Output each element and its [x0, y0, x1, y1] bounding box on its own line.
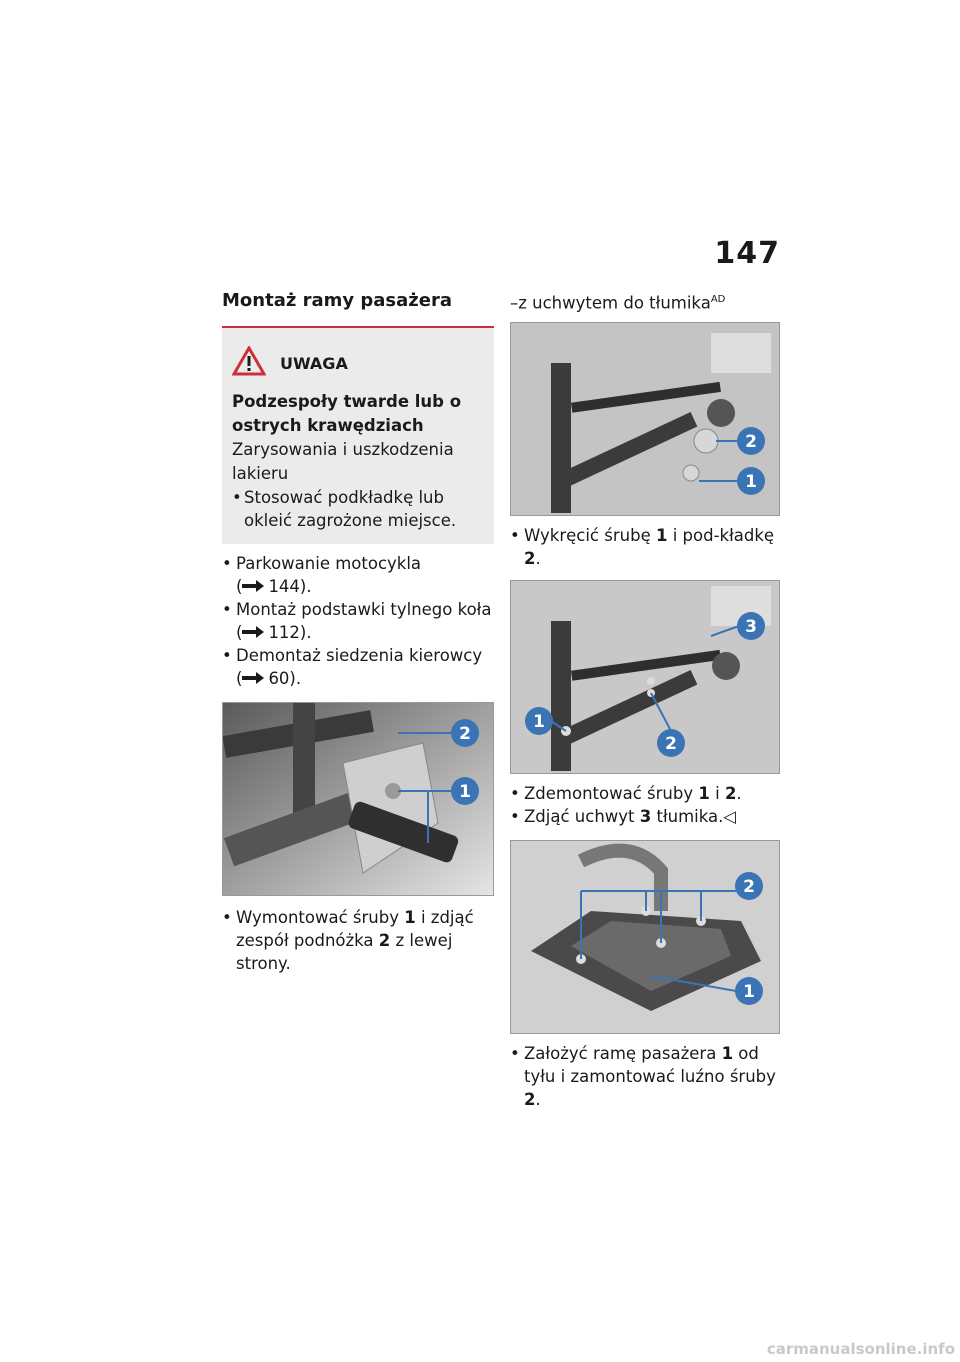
ref-number: 3 [639, 806, 652, 826]
ref-number: 2 [724, 783, 737, 803]
page-ref[interactable]: 60). [268, 669, 302, 688]
callout-1: 1 [745, 471, 757, 492]
text: i zdjąć zespół podnóżka [236, 908, 474, 950]
left-column [222, 288, 494, 975]
ref-number: 2 [378, 931, 391, 950]
text: Założyć ramę pasażera [524, 1043, 722, 1063]
variant-text: –z uchwytem do tłumika [510, 293, 711, 313]
warning-bullet-text: Stosować podkładkę lub okleić zagrożone miejsce. [244, 488, 457, 530]
page-ref[interactable]: 144). [268, 577, 312, 596]
callout-3: 3 [745, 616, 757, 637]
footrest-figure [222, 702, 494, 896]
variant-superscript: AD [710, 294, 726, 305]
text: . [535, 1089, 541, 1109]
callout-2: 2 [743, 876, 755, 897]
step-seat: • Demontaż siedzenia kierowcy ( 60). [222, 644, 494, 690]
variant-line [510, 288, 782, 316]
warning-bullet [232, 486, 484, 532]
page-ref[interactable]: 112). [268, 623, 312, 642]
step-fit-rack [510, 1042, 782, 1111]
text: z lewej strony. [236, 931, 453, 973]
step-text: Demontaż siedzenia kierowcy [236, 646, 483, 665]
text: i [709, 783, 725, 803]
step-unscrew [510, 524, 782, 570]
text: i pod-kładkę [667, 525, 775, 545]
warning-box [222, 326, 494, 544]
right-column [510, 288, 782, 1111]
page-number: 147 [714, 236, 780, 271]
text: tłumika.◁ [651, 806, 737, 826]
step-stand [222, 598, 494, 644]
rack-figure [510, 840, 780, 1034]
step-text: Montaż podstawki tylnego koła ( [236, 600, 492, 642]
step-remove-bolts [510, 782, 782, 805]
text: Wymontować śruby [236, 908, 405, 927]
callout-1: 1 [459, 782, 471, 802]
callout-2: 2 [665, 733, 677, 754]
callout-2: 2 [459, 724, 471, 744]
page-ref-arrow-icon [242, 621, 264, 633]
ref-number: 1 [404, 908, 416, 927]
callout-2: 2 [745, 431, 757, 452]
text: . [535, 548, 541, 568]
warning-heading: Podzespoły twarde lub o ostrych krawędziach [232, 392, 462, 435]
text: . [736, 783, 742, 803]
text: od tyłu i zamontować luźno śruby [524, 1043, 776, 1086]
step-footrest [222, 906, 494, 975]
warning-triangle-icon [232, 346, 266, 380]
text: Zdemontować śruby [524, 783, 699, 803]
muffler-figure-1 [510, 322, 780, 516]
ref-number: 1 [698, 783, 710, 803]
step-remove-bracket [510, 805, 782, 828]
warning-header [232, 346, 484, 380]
callout-1: 1 [533, 711, 545, 732]
page-ref-arrow-icon [242, 575, 264, 587]
ref-number: 1 [655, 525, 668, 545]
ref-number: 2 [524, 1089, 536, 1109]
callout-1: 1 [743, 981, 755, 1002]
ref-number: 2 [524, 548, 536, 568]
section-title: Montaż ramy pasażera [222, 290, 452, 311]
muffler-figure-2 [510, 580, 780, 774]
warning-label: UWAGA [280, 353, 348, 373]
step-park: • Parkowanie motocykla ( 144). [222, 552, 494, 598]
text: Wykręcić śrubę [524, 525, 656, 545]
step-text: Parkowanie motocykla [236, 554, 422, 573]
watermark-footer: carmanualsonline.info [766, 1340, 955, 1358]
ref-number: 1 [721, 1043, 734, 1063]
text: Zdjąć uchwyt [524, 806, 640, 826]
warning-text: Zarysowania i uszkodzenia lakieru [232, 440, 454, 483]
page-ref-arrow-icon [242, 667, 264, 679]
